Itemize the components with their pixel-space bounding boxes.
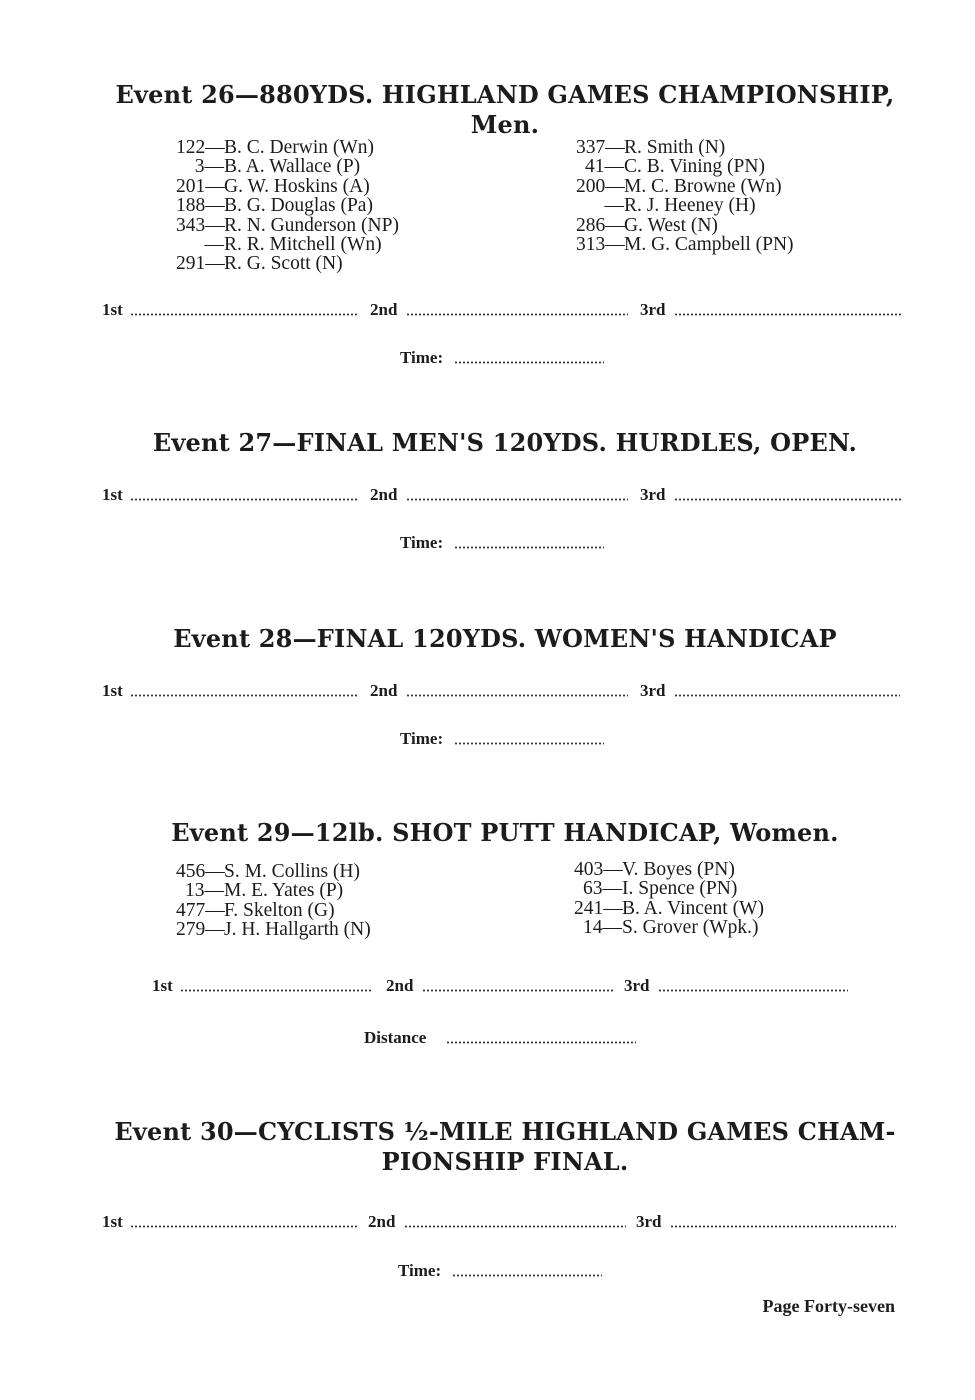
entrant: 477—F. Skelton (G) xyxy=(176,899,335,921)
first-place-label: 1st xyxy=(152,976,173,995)
time-blank xyxy=(454,546,604,549)
entrant: —R. J. Heeney (H) xyxy=(604,195,756,217)
page-number: Page Forty-seven xyxy=(762,1296,895,1316)
event-title-line1: Event 28—FINAL 120YDS. WOMEN'S HANDICAP xyxy=(173,624,837,653)
event-title-line2: Men. xyxy=(470,110,540,139)
second-place-label: 2nd xyxy=(370,485,398,504)
time-label: Time: xyxy=(400,533,444,552)
second-place-blank xyxy=(422,989,614,992)
entrant: 3—B. A. Wallace (P) xyxy=(194,156,361,178)
entrant: 14—S. Grover (Wpk.) xyxy=(583,917,759,939)
event-27-time xyxy=(400,533,610,553)
third-place-blank xyxy=(674,498,902,501)
time-label: Time: xyxy=(398,1261,442,1280)
distance-label: Distance xyxy=(364,1028,427,1047)
entrant: 403—V. Boyes (PN) xyxy=(574,859,735,880)
event-27-title xyxy=(90,428,920,458)
event-title-line1: Event 26—880YDS. HIGHLAND GAMES CHAMPIONSHIP, xyxy=(115,80,895,109)
third-place-label: 3rd xyxy=(636,1212,662,1231)
entrant: 286—G. West (N) xyxy=(576,214,718,236)
event-28-placings xyxy=(102,681,902,701)
event-26-entrants-left xyxy=(176,138,399,274)
first-place-label: 1st xyxy=(102,1212,123,1231)
third-place-blank xyxy=(674,313,902,316)
entrant: 200—M. C. Browne (Wn) xyxy=(576,175,782,197)
time-label: Time: xyxy=(400,348,444,367)
event-29-entrants-left xyxy=(176,862,371,940)
event-30-placings xyxy=(102,1212,902,1232)
first-place-label: 1st xyxy=(102,485,123,504)
event-26-entrants-right xyxy=(576,138,794,254)
event-title-line1: Event 30—CYCLISTS ½-MILE HIGHLAND GAMES CHAM- xyxy=(114,1117,896,1146)
event-27-placings xyxy=(102,485,902,505)
event-26-time xyxy=(400,348,610,368)
event-28-title xyxy=(90,624,920,654)
second-place-label: 2nd xyxy=(370,681,398,700)
second-place-blank xyxy=(406,498,628,501)
first-place-blank xyxy=(130,498,358,501)
third-place-blank xyxy=(670,1225,896,1228)
entrant: 313—M. G. Campbell (PN) xyxy=(576,234,794,256)
event-30-time xyxy=(398,1261,608,1281)
event-28-time xyxy=(400,729,610,749)
event-title-line2: PIONSHIP FINAL. xyxy=(381,1147,629,1176)
third-place-label: 3rd xyxy=(640,681,666,700)
entrant: 279—J. H. Hallgarth (N) xyxy=(176,919,371,941)
entrant: 63—I. Spence (PN) xyxy=(583,878,738,900)
event-29-distance xyxy=(364,1028,640,1048)
event-29-placings xyxy=(152,976,852,996)
entrant: 41—C. B. Vining (PN) xyxy=(585,156,765,178)
event-title-line1: Event 27—FINAL MEN'S 120YDS. HURDLES, OPEN. xyxy=(152,428,858,457)
time-blank xyxy=(454,361,604,364)
entrant: 337—R. Smith (N) xyxy=(576,137,726,158)
third-place-label: 3rd xyxy=(640,300,666,319)
entrant: 122—B. C. Derwin (Wn) xyxy=(176,137,375,158)
entrant: 188—B. G. Douglas (Pa) xyxy=(176,195,373,217)
event-29-entrants-right xyxy=(574,860,764,938)
event-26-title xyxy=(90,80,920,140)
entrant: —R. R. Mitchell (Wn) xyxy=(204,234,382,256)
second-place-label: 2nd xyxy=(370,300,398,319)
first-place-blank xyxy=(130,1225,358,1228)
event-29-title xyxy=(90,818,920,848)
second-place-label: 2nd xyxy=(368,1212,396,1231)
entrant: 241—B. A. Vincent (W) xyxy=(574,897,764,919)
third-place-label: 3rd xyxy=(640,485,666,504)
third-place-blank xyxy=(658,989,848,992)
time-blank xyxy=(454,742,604,745)
distance-blank xyxy=(446,1041,636,1044)
entrant: 456—S. M. Collins (H) xyxy=(176,861,360,882)
second-place-label: 2nd xyxy=(386,976,414,995)
second-place-blank xyxy=(406,313,628,316)
event-30-title xyxy=(90,1117,920,1177)
third-place-blank xyxy=(674,694,900,697)
first-place-label: 1st xyxy=(102,300,123,319)
third-place-label: 3rd xyxy=(624,976,650,995)
second-place-blank xyxy=(404,1225,626,1228)
time-label: Time: xyxy=(400,729,444,748)
second-place-blank xyxy=(406,694,628,697)
entrant: 343—R. N. Gunderson (NP) xyxy=(176,214,399,236)
entrant: 13—M. E. Yates (P) xyxy=(185,880,344,902)
time-blank xyxy=(452,1274,602,1277)
event-title-line1: Event 29—12lb. SHOT PUTT HANDICAP, Women. xyxy=(171,818,839,847)
first-place-label: 1st xyxy=(102,681,123,700)
first-place-blank xyxy=(130,694,358,697)
first-place-blank xyxy=(180,989,372,992)
entrant: 291—R. G. Scott (N) xyxy=(176,253,343,275)
first-place-blank xyxy=(130,313,358,316)
entrant: 201—G. W. Hoskins (A) xyxy=(176,175,370,197)
event-26-placings xyxy=(102,300,902,320)
